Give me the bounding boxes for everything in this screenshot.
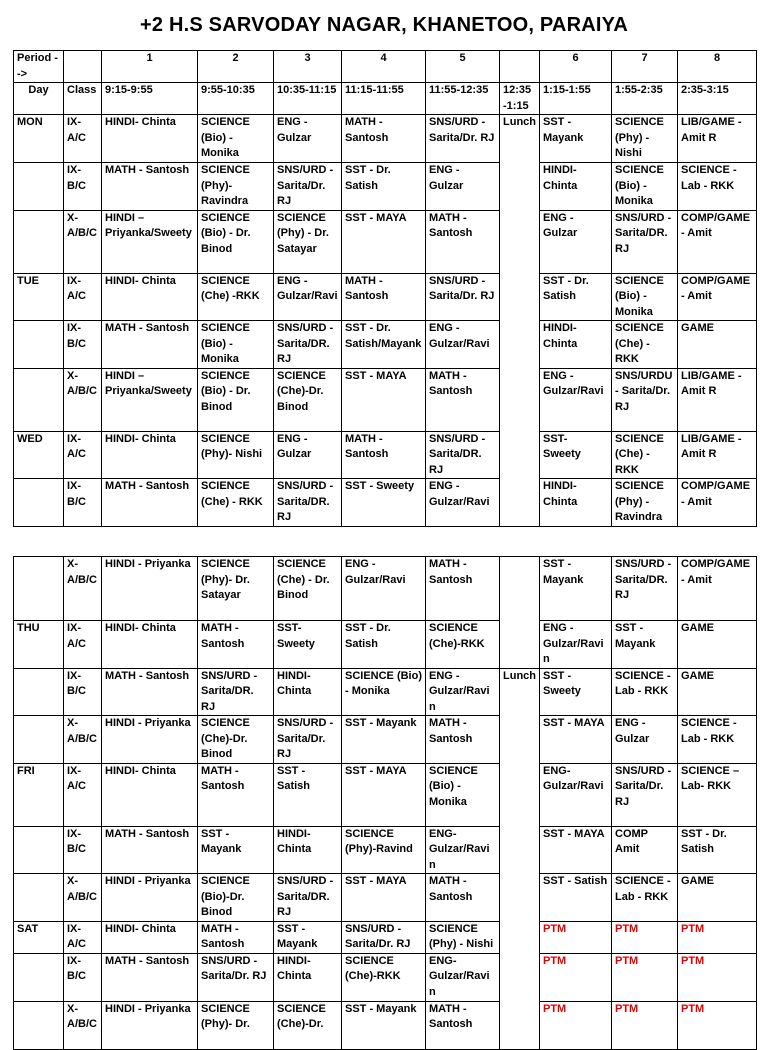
period-cell: ENG - Gulzar/Ravi bbox=[274, 273, 342, 321]
period-cell: SST - Dr. Satish/Mayank bbox=[342, 321, 426, 369]
period-cell: HINDI - Priyanka bbox=[102, 874, 198, 922]
period-cell: GAME bbox=[678, 321, 757, 369]
period-cell: SCIENCE (Bio) - Dr. Binod bbox=[198, 210, 274, 273]
period-cell: SCIENCE - Lab - RKK bbox=[678, 163, 757, 211]
period-cell: HINDI - Priyanka bbox=[102, 557, 198, 621]
class-cell: X-A/B/C bbox=[64, 716, 102, 764]
period-number: 1 bbox=[102, 51, 198, 83]
class-cell: IX-B/C bbox=[64, 321, 102, 369]
class-cell: IX-B/C bbox=[64, 826, 102, 874]
time-slot: 12:35 -1:15 bbox=[500, 83, 540, 115]
day-cell: THU bbox=[14, 621, 64, 669]
period-cell: ENG - Gulzar bbox=[540, 210, 612, 273]
period-cell: SNS/URD - Sarita/Dr. RJ bbox=[612, 763, 678, 826]
class-cell: IX-A/C bbox=[64, 621, 102, 669]
day-cell bbox=[14, 368, 64, 431]
period-cell: SCIENCE (Phy) - Dr. Satayar bbox=[274, 210, 342, 273]
day-cell bbox=[14, 826, 64, 874]
period-cell: MATH - Santosh bbox=[198, 763, 274, 826]
period-cell: SNS/URD - Sarita/DR. RJ bbox=[274, 874, 342, 922]
period-cell: PTM bbox=[540, 1001, 612, 1049]
period-cell: SST - Mayank bbox=[342, 716, 426, 764]
timetable-part-1 bbox=[13, 50, 757, 527]
period-cell: ENG - Gulzar bbox=[274, 431, 342, 479]
period-cell: HINDI- Chinta bbox=[274, 668, 342, 716]
period-cell: SST - MAYA bbox=[540, 716, 612, 764]
period-cell: ENG - Gulzar/Ravin bbox=[540, 621, 612, 669]
period-cell: ENG - Gulzar bbox=[274, 115, 342, 163]
period-cell: HINDI- Chinta bbox=[274, 953, 342, 1001]
period-number: 3 bbox=[274, 51, 342, 83]
class-cell: X-A/B/C bbox=[64, 368, 102, 431]
period-number: 5 bbox=[426, 51, 500, 83]
period-cell: SST - MAYA bbox=[342, 368, 426, 431]
time-slot: 10:35-11:15 bbox=[274, 83, 342, 115]
period-cell: SST - Mayank bbox=[540, 557, 612, 621]
period-cell: SNS/URD - Sarita/DR. RJ bbox=[426, 431, 500, 479]
table-row bbox=[14, 115, 757, 163]
period-number: 4 bbox=[342, 51, 426, 83]
period-cell: GAME bbox=[678, 621, 757, 669]
period-cell: SNS/URDU - Sarita/Dr. RJ bbox=[612, 368, 678, 431]
period-cell: HINDI- Chinta bbox=[102, 115, 198, 163]
table-row bbox=[14, 953, 757, 1001]
period-cell: LIB/GAME - Amit R bbox=[678, 115, 757, 163]
period-cell: SCIENCE (Che) - RKK bbox=[612, 321, 678, 369]
period-cell: SCIENCE (Bio) - Monika bbox=[198, 115, 274, 163]
time-slot: 9:15-9:55 bbox=[102, 83, 198, 115]
period-cell: SST - Mayank bbox=[198, 826, 274, 874]
day-cell bbox=[14, 210, 64, 273]
table-row bbox=[14, 763, 757, 826]
period-cell: HINDI- Chinta bbox=[102, 621, 198, 669]
time-slot: 2:35-3:15 bbox=[678, 83, 757, 115]
period-cell: PTM bbox=[678, 921, 757, 953]
day-cell: TUE bbox=[14, 273, 64, 321]
period-cell: SNS/URD - Sarita/Dr. RJ bbox=[198, 953, 274, 1001]
period-cell: SCIENCE (Che)-Dr. Binod bbox=[198, 716, 274, 764]
period-label: Period --> bbox=[14, 51, 64, 83]
period-cell: SCIENCE (Phy)- Dr. Satayar bbox=[198, 557, 274, 621]
table-row bbox=[14, 321, 757, 369]
period-cell: MATH - Santosh bbox=[426, 368, 500, 431]
period-cell: MATH - Santosh bbox=[102, 826, 198, 874]
period-cell: SCIENCE (Phy) - Nishi bbox=[612, 115, 678, 163]
period-cell: PTM bbox=[612, 1001, 678, 1049]
period-cell: PTM bbox=[540, 921, 612, 953]
period-cell: MATH - Santosh bbox=[102, 668, 198, 716]
class-label: Class bbox=[64, 83, 102, 115]
table-row bbox=[14, 874, 757, 922]
period-cell: SST - Satish bbox=[274, 763, 342, 826]
period-cell: LIB/GAME - Amit R bbox=[678, 368, 757, 431]
table-row bbox=[14, 716, 757, 764]
period-cell: HINDI- Chinta bbox=[540, 479, 612, 527]
period-cell: SCIENCE (Bio)-Dr. Binod bbox=[198, 874, 274, 922]
day-cell bbox=[14, 479, 64, 527]
class-cell: IX-A/C bbox=[64, 921, 102, 953]
period-cell: SCIENCE (Phy)-Ravind bbox=[342, 826, 426, 874]
period-cell: HINDI – Priyanka/Sweety bbox=[102, 210, 198, 273]
period-number: 7 bbox=[612, 51, 678, 83]
period-cell: SCIENCE (Che)-Dr. Binod bbox=[274, 368, 342, 431]
period-cell: ENG - Gulzar/Ravi bbox=[426, 479, 500, 527]
period-cell: SCIENCE (Bio) - Monika bbox=[612, 163, 678, 211]
table-row bbox=[14, 1001, 757, 1049]
period-cell: SST - Sweety bbox=[540, 668, 612, 716]
class-cell: IX-A/C bbox=[64, 115, 102, 163]
class-cell: X-A/B/C bbox=[64, 1001, 102, 1049]
day-cell bbox=[14, 668, 64, 716]
period-cell: HINDI- Chinta bbox=[102, 921, 198, 953]
period-cell: SCIENCE (Bio) - Monika bbox=[612, 273, 678, 321]
period-cell: ENG - Gulzar/Ravi bbox=[540, 368, 612, 431]
period-cell: SST - Mayank bbox=[540, 115, 612, 163]
period-cell: SNS/URD - Sarita/Dr. RJ bbox=[426, 273, 500, 321]
period-cell: ENG- Gulzar/Ravin bbox=[426, 953, 500, 1001]
class-cell: IX-A/C bbox=[64, 431, 102, 479]
period-number: 2 bbox=[198, 51, 274, 83]
day-label: Day bbox=[14, 83, 64, 115]
period-cell: ENG - Gulzar bbox=[426, 163, 500, 211]
period-cell: COMP Amit bbox=[612, 826, 678, 874]
period-cell: SNS/URD - Sarita/DR. RJ bbox=[612, 210, 678, 273]
period-cell: SCIENCE (Che)-RKK bbox=[342, 953, 426, 1001]
period-cell: PTM bbox=[612, 921, 678, 953]
page-title: +2 H.S SARVODAY NAGAR, KHANETOO, PARAIYA bbox=[140, 14, 628, 36]
period-cell: MATH - Santosh bbox=[102, 163, 198, 211]
day-cell bbox=[14, 953, 64, 1001]
period-cell: HINDI - Priyanka bbox=[102, 716, 198, 764]
period-cell: SNS/URD - Sarita/Dr. RJ bbox=[426, 115, 500, 163]
period-cell: PTM bbox=[612, 953, 678, 1001]
period-cell: SST - Mayank bbox=[274, 921, 342, 953]
day-cell: SAT bbox=[14, 921, 64, 953]
day-cell: WED bbox=[14, 431, 64, 479]
day-cell bbox=[14, 163, 64, 211]
period-cell: MATH - Santosh bbox=[198, 921, 274, 953]
period-cell: ENG - Gulzar bbox=[612, 716, 678, 764]
period-cell: SST - Mayank bbox=[612, 621, 678, 669]
time-slot: 1:55-2:35 bbox=[612, 83, 678, 115]
period-cell: SNS/URD - Sarita/Dr. RJ bbox=[274, 716, 342, 764]
day-cell bbox=[14, 557, 64, 621]
table-row bbox=[14, 479, 757, 527]
period-cell: SCIENCE (Che) - RKK bbox=[612, 431, 678, 479]
period-cell: SST - MAYA bbox=[540, 826, 612, 874]
lunch-cell bbox=[500, 115, 540, 527]
table-row bbox=[14, 210, 757, 273]
class-cell: IX-B/C bbox=[64, 668, 102, 716]
table-row bbox=[14, 557, 757, 621]
period-cell: COMP/GAME - Amit bbox=[678, 273, 757, 321]
class-cell: X-A/B/C bbox=[64, 210, 102, 273]
time-slot: 11:55-12:35 bbox=[426, 83, 500, 115]
period-cell: MATH - Santosh bbox=[198, 621, 274, 669]
period-row bbox=[14, 51, 757, 83]
period-cell: MATH - Santosh bbox=[426, 1001, 500, 1049]
day-cell: FRI bbox=[14, 763, 64, 826]
period-cell: SST- Sweety bbox=[274, 621, 342, 669]
day-cell bbox=[14, 874, 64, 922]
table-row bbox=[14, 368, 757, 431]
period-cell: GAME bbox=[678, 874, 757, 922]
period-cell: SCIENCE - Lab - RKK bbox=[612, 874, 678, 922]
class-cell: IX-A/C bbox=[64, 273, 102, 321]
period-cell: SNS/URD - Sarita/Dr. RJ bbox=[274, 163, 342, 211]
period-number: 8 bbox=[678, 51, 757, 83]
lunch-label: Lunch bbox=[503, 116, 536, 128]
period-cell: SCIENCE (Che) - Dr. Binod bbox=[274, 557, 342, 621]
period-cell: SCIENCE – Lab- RKK bbox=[678, 763, 757, 826]
period-cell: PTM bbox=[540, 953, 612, 1001]
table-row bbox=[14, 921, 757, 953]
period-cell: SST - Dr. Satish bbox=[678, 826, 757, 874]
period-cell: SCIENCE (Bio) - Monika bbox=[342, 668, 426, 716]
period-cell: SCIENCE (Che) - RKK bbox=[198, 479, 274, 527]
period-cell: ENG - Gulzar/Ravi bbox=[426, 321, 500, 369]
period-cell: SCIENCE (Che) -RKK bbox=[198, 273, 274, 321]
period-cell: HINDI - Priyanka bbox=[102, 1001, 198, 1049]
period-cell: ENG- Gulzar/Ravin bbox=[426, 826, 500, 874]
class-cell: X-A/B/C bbox=[64, 874, 102, 922]
period-cell: SCIENCE (Che)-RKK bbox=[426, 621, 500, 669]
class-cell: IX-B/C bbox=[64, 479, 102, 527]
period-cell: MATH - Santosh bbox=[342, 431, 426, 479]
period-cell: MATH - Santosh bbox=[342, 115, 426, 163]
table-row bbox=[14, 826, 757, 874]
period-cell: SST - Dr. Satish bbox=[342, 621, 426, 669]
period-cell: MATH - Santosh bbox=[426, 716, 500, 764]
period-cell: MATH - Santosh bbox=[102, 479, 198, 527]
table-row bbox=[14, 431, 757, 479]
period-cell: SCIENCE (Bio) - Monika bbox=[426, 763, 500, 826]
period-cell: HINDI – Priyanka/Sweety bbox=[102, 368, 198, 431]
period-cell: SST - MAYA bbox=[342, 763, 426, 826]
table-row bbox=[14, 621, 757, 669]
period-cell: COMP/GAME - Amit bbox=[678, 557, 757, 621]
period-cell: HINDI- Chinta bbox=[274, 826, 342, 874]
class-cell: IX-B/C bbox=[64, 953, 102, 1001]
period-cell: PTM bbox=[678, 953, 757, 1001]
period-cell: COMP/GAME - Amit bbox=[678, 479, 757, 527]
period-cell: SST - Dr. Satish bbox=[342, 163, 426, 211]
period-cell: SCIENCE - Lab - RKK bbox=[678, 716, 757, 764]
period-cell: ENG - Gulzar/Ravin bbox=[426, 668, 500, 716]
period-cell: MATH - Santosh bbox=[102, 321, 198, 369]
period-cell: SST - Mayank bbox=[342, 1001, 426, 1049]
period-cell: COMP/GAME - Amit bbox=[678, 210, 757, 273]
table-row bbox=[14, 273, 757, 321]
period-cell: GAME bbox=[678, 668, 757, 716]
period-cell: SCIENCE (Bio) - Monika bbox=[198, 321, 274, 369]
period-cell: MATH - Santosh bbox=[342, 273, 426, 321]
period-cell: SCIENCE (Che)-Dr. bbox=[274, 1001, 342, 1049]
period-cell: HINDI- Chinta bbox=[102, 763, 198, 826]
period-cell: MATH - Santosh bbox=[426, 557, 500, 621]
table-row bbox=[14, 163, 757, 211]
class-cell: X-A/B/C bbox=[64, 557, 102, 621]
lunch-label: Lunch bbox=[503, 669, 536, 682]
day-cell bbox=[14, 1001, 64, 1049]
period-cell: HINDI- Chinta bbox=[540, 163, 612, 211]
period-cell: HINDI- Chinta bbox=[102, 273, 198, 321]
period-cell: HINDI- Chinta bbox=[102, 431, 198, 479]
period-cell: SNS/URD - Sarita/DR. RJ bbox=[274, 321, 342, 369]
period-cell: SNS/URD - Sarita/DR. RJ bbox=[274, 479, 342, 527]
table-row bbox=[14, 668, 757, 716]
period-cell: PTM bbox=[678, 1001, 757, 1049]
day-cell bbox=[14, 716, 64, 764]
period-cell: SCIENCE (Phy)- Nishi bbox=[198, 431, 274, 479]
period-cell: SST - MAYA bbox=[342, 210, 426, 273]
time-slot: 1:15-1:55 bbox=[540, 83, 612, 115]
period-cell: MATH - Santosh bbox=[426, 874, 500, 922]
period-cell: SNS/URD - Sarita/DR. RJ bbox=[612, 557, 678, 621]
day-cell: MON bbox=[14, 115, 64, 163]
day-cell bbox=[14, 321, 64, 369]
time-slot: 11:15-11:55 bbox=[342, 83, 426, 115]
time-slot: 9:55-10:35 bbox=[198, 83, 274, 115]
period-cell: SCIENCE (Phy)-Ravindra bbox=[198, 163, 274, 211]
period-number: 6 bbox=[540, 51, 612, 83]
period-cell: SST - Satish bbox=[540, 874, 612, 922]
period-cell: MATH - Santosh bbox=[426, 210, 500, 273]
time-row bbox=[14, 83, 757, 115]
period-cell: SST - MAYA bbox=[342, 874, 426, 922]
period-cell: SST - Dr. Satish bbox=[540, 273, 612, 321]
lunch-cell bbox=[500, 668, 540, 1049]
period-cell: SST - Sweety bbox=[342, 479, 426, 527]
class-cell: IX-B/C bbox=[64, 163, 102, 211]
period-cell: SCIENCE (Phy)- Dr. bbox=[198, 1001, 274, 1049]
period-cell: SCIENCE - Lab - RKK bbox=[612, 668, 678, 716]
period-cell: MATH - Santosh bbox=[102, 953, 198, 1001]
period-cell: SNS/URD - Sarita/DR. RJ bbox=[198, 668, 274, 716]
period-cell: SCIENCE (Bio) - Dr. Binod bbox=[198, 368, 274, 431]
period-cell: HINDI- Chinta bbox=[540, 321, 612, 369]
period-cell: ENG- Gulzar/Ravi bbox=[540, 763, 612, 826]
class-cell: IX-A/C bbox=[64, 763, 102, 826]
lunch-cell bbox=[500, 557, 540, 669]
period-cell: SNS/URD - Sarita/Dr. RJ bbox=[342, 921, 426, 953]
period-cell: ENG - Gulzar/Ravi bbox=[342, 557, 426, 621]
period-cell: LIB/GAME - Amit R bbox=[678, 431, 757, 479]
period-cell: SCIENCE (Phy) - Nishi bbox=[426, 921, 500, 953]
period-cell: SST- Sweety bbox=[540, 431, 612, 479]
period-cell: SCIENCE (Phy) - Ravindra bbox=[612, 479, 678, 527]
timetable-part-2 bbox=[13, 556, 757, 1050]
